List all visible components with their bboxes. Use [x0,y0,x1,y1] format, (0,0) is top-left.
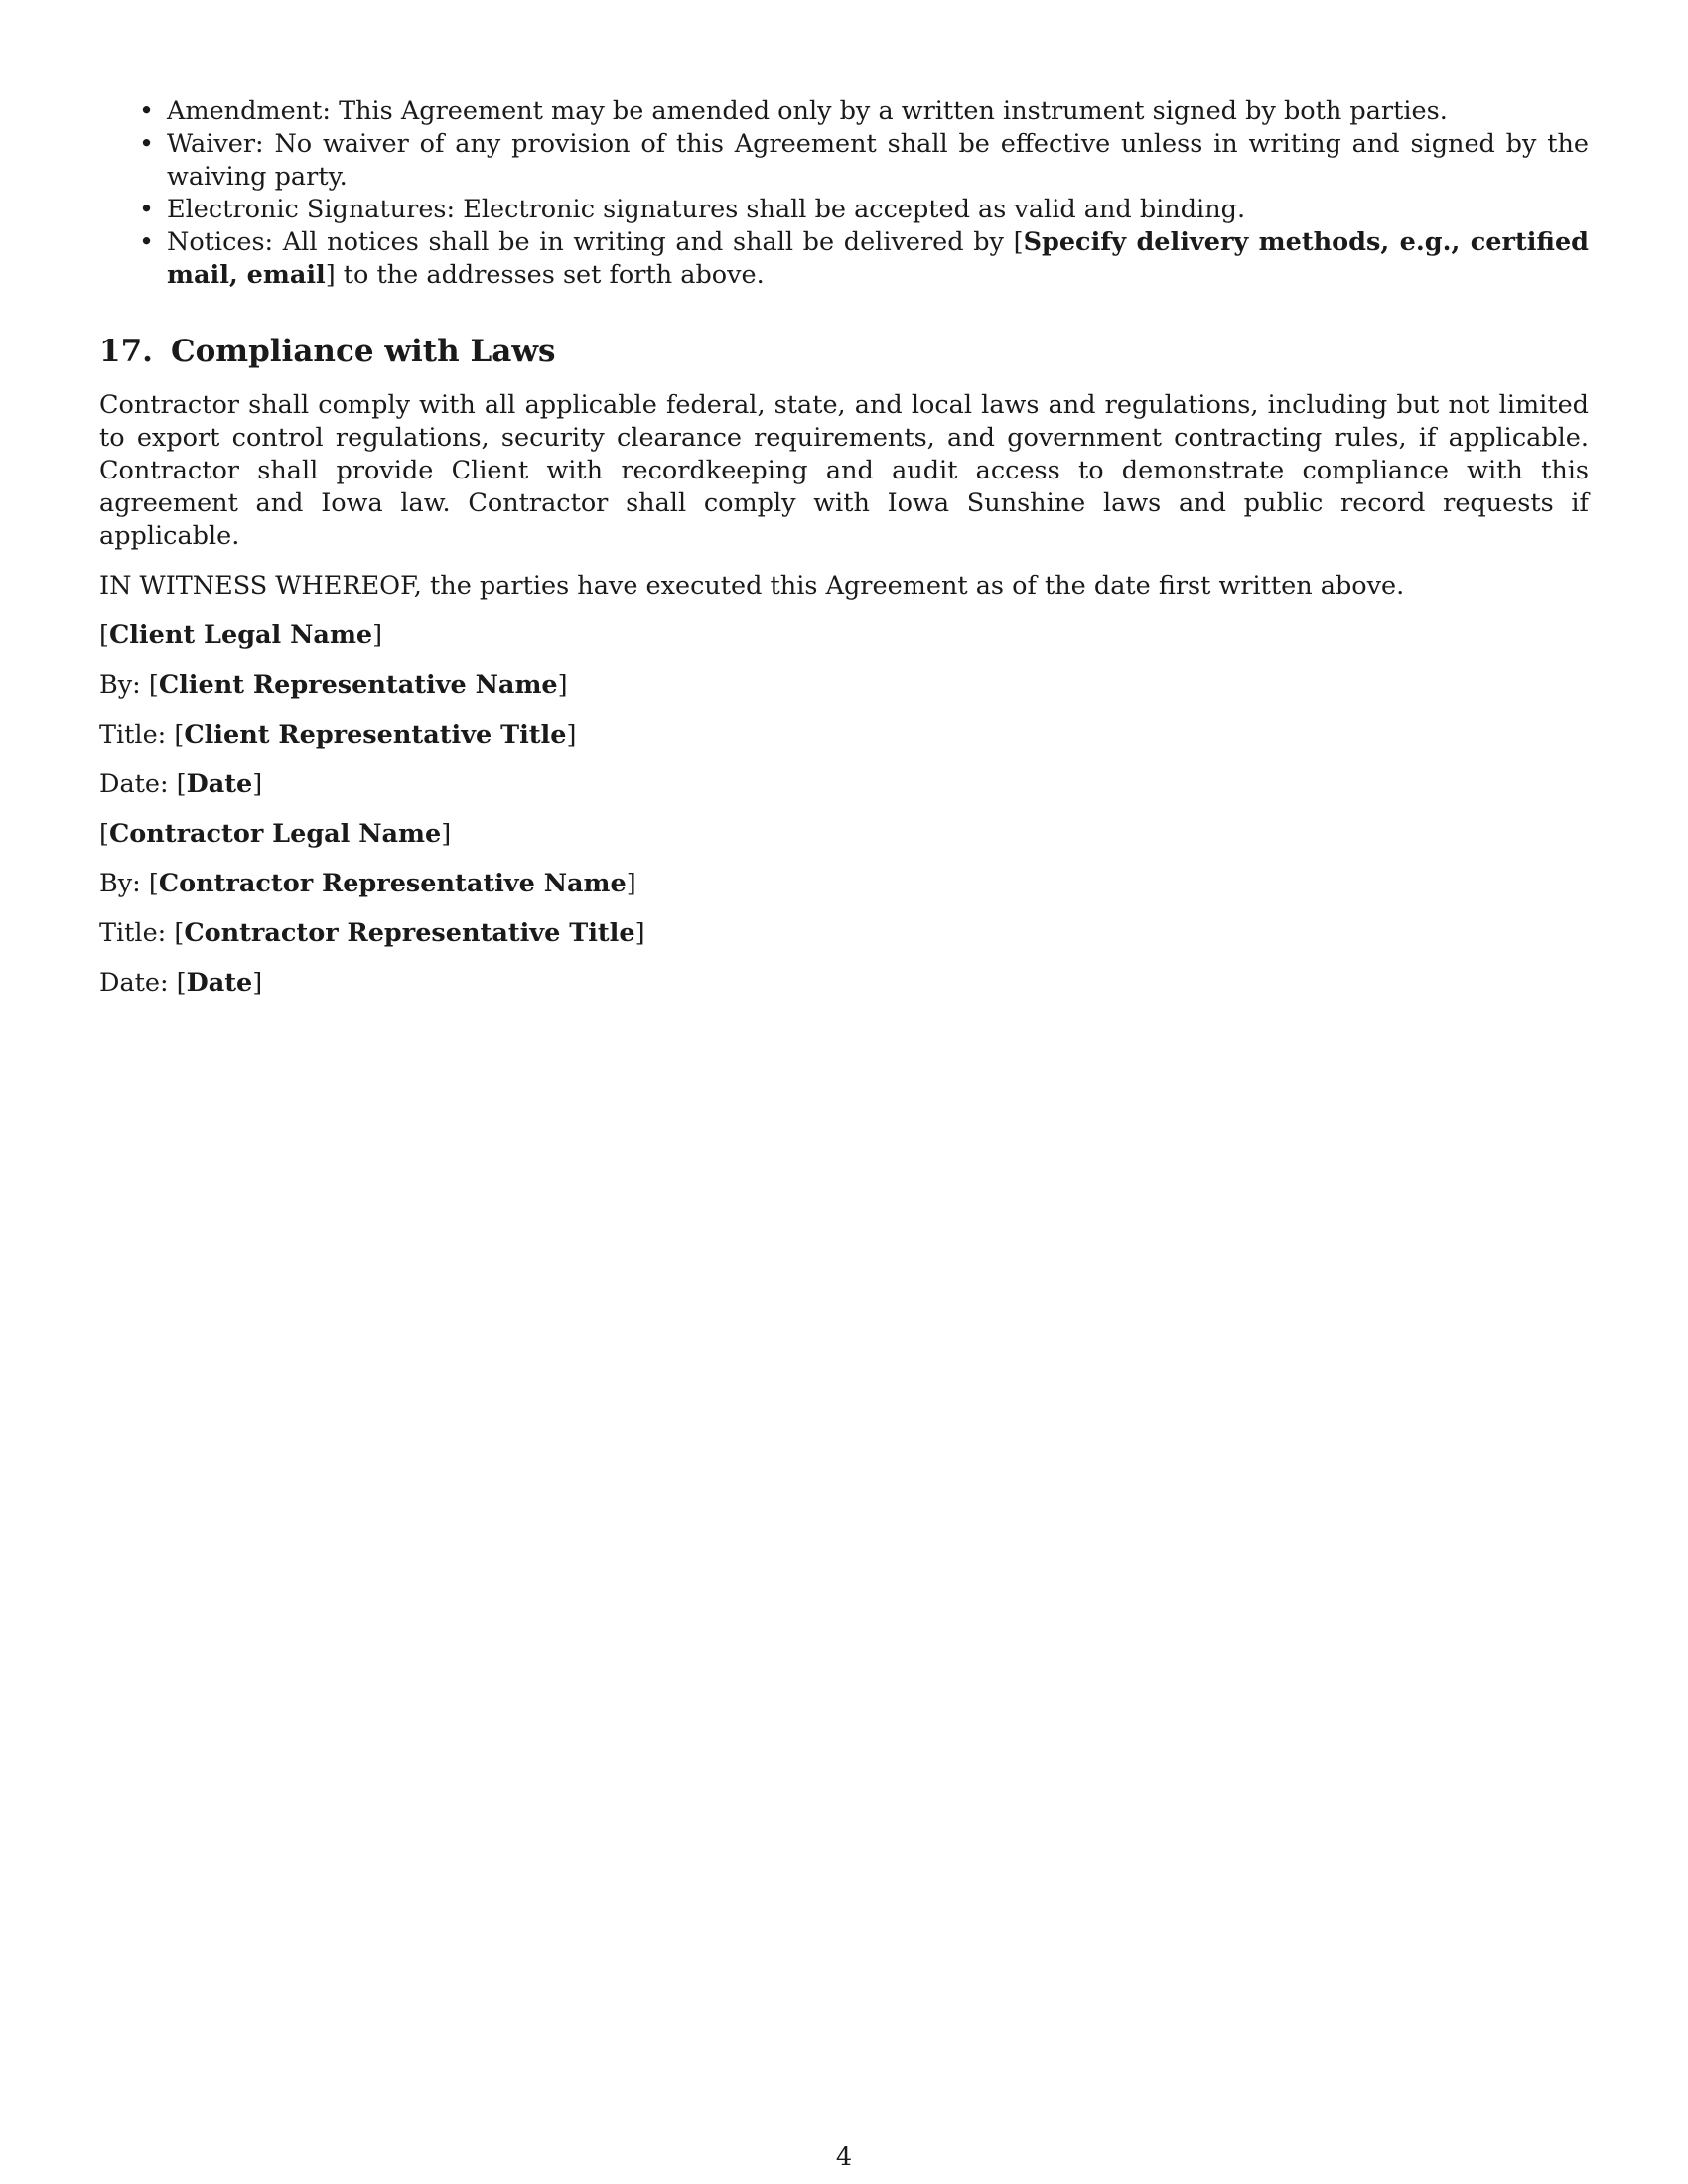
client-name-line: [Client Legal Name] [99,620,383,650]
title-label: Title: [99,720,167,750]
contractor-legal-name: Contractor Legal Name [108,819,442,849]
client-date: Date [186,769,253,799]
date-label: Date: [99,968,169,998]
client-legal-name: Client Legal Name [108,620,373,650]
clause-text: Waiver: No waiver of any provision of this Agreement shall be effective unless in writing and signed by the waiving party. [167,129,1589,192]
list-item [99,194,1589,226]
clause-list [99,95,1589,292]
contractor-signature-block [99,818,1589,1000]
contractor-date: Date [186,968,253,998]
client-signature-block [99,619,1589,801]
delivery-methods-placeholder: Specify delivery methods, e.g., certified mail, email [167,227,1590,290]
clause-text-after: ] to the addresses set forth above. [325,260,765,290]
contractor-representative-title: Contractor Representative Title [184,918,635,948]
client-representative-title: Client Representative Title [184,720,567,750]
contractor-representative-name: Contractor Representative Name [158,869,627,898]
clause-text: Electronic Signatures: Electronic signatures shall be accepted as valid and binding. [167,195,1246,224]
client-date-line: Date: [Date] [99,769,263,799]
by-label: By: [99,869,141,898]
client-by-line: By: [Client Representative Name] [99,670,568,700]
contractor-date-line: Date: [Date] [99,968,263,998]
section-title: Compliance with Laws [170,334,556,369]
witness-statement: IN WITNESS WHEREOF, the parties have executed this Agreement as of the date first written above. [99,571,1405,601]
document-page [99,95,1589,1017]
title-label: Title: [99,918,167,948]
contractor-by-line: By: [Contractor Representative Name] [99,869,636,898]
section-number: 17. [99,334,153,369]
section-body: Contractor shall comply with all applicable federal, state, and local laws and regulations, including but not limited to export control regulations, security clearance requirements, and government contracting rules, if applicable. Contractor shall provide Client with recordkeeping and audit access to demonstrate compliance with this agreement and Iowa law. Contractor shall comply with Iowa Sunshine laws and public record requests if applicable. [99,390,1589,551]
list-item [99,95,1589,128]
bullet: • [139,96,155,126]
client-title-line: Title: [Client Representative Title] [99,720,577,750]
page-number: 4 [835,2142,853,2172]
bullet: • [139,195,155,224]
contractor-name-line: [Contractor Legal Name] [99,819,452,849]
by-label: By: [99,670,141,700]
clause-text: Amendment: This Agreement may be amended only by a written instrument signed by both parties. [167,96,1448,126]
clause-text-before: Notices: All notices shall be in writing and shall be delivered by [ [167,227,1024,257]
bullet: • [139,129,155,159]
section-heading [99,332,1589,371]
client-representative-name: Client Representative Name [158,670,558,700]
list-item [99,226,1589,292]
contractor-title-line: Title: [Contractor Representative Title] [99,918,645,948]
list-item [99,128,1589,194]
bullet: • [139,227,155,257]
date-label: Date: [99,769,169,799]
